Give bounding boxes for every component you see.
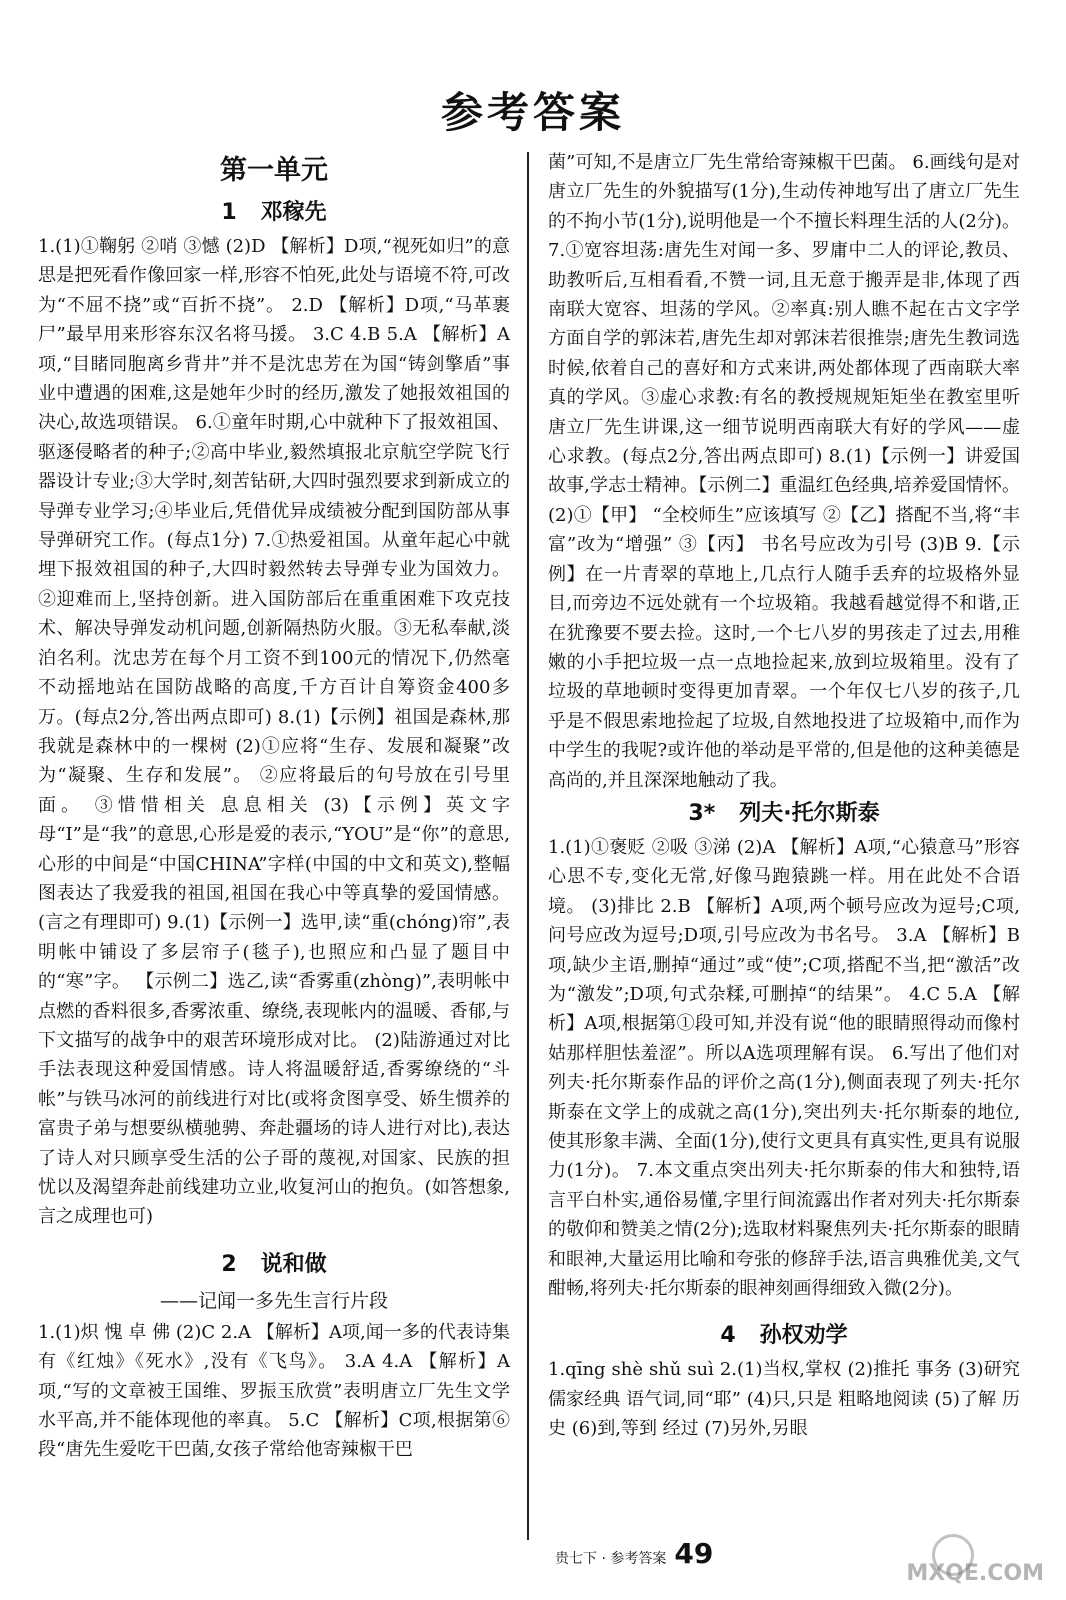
watermark-circle-icon [932, 1534, 974, 1576]
left-column [38, 148, 510, 1465]
lesson-4-answers: 1.qīng shè shǔ suì 2.(1)当权,掌权 (2)推托 事务 (3)研究儒家经典 语气词,同“耶” (4)只,只是 粗略地阅读 (5)了解 历史 (6)到,等到 经过 (7)另外,另眼 [548, 1359, 1020, 1440]
lesson-1-answers: 1.(1)①鞠躬 ②哨 ③憾 (2)D 【解析】D项,“视死如归”的意思是把死看作像回家一样,形容不怕死,此处与语境不符,可改为“不屈不挠”或“百折不挠”。 2.D 【解析】D项,“马革裹尸”最早用来形容东汉名将马援。 3.C 4.B 5.A 【解析】A项,“目睹同胞离乡背井”并不是沈忠芳在为国“铸剑擎盾”事业中遭遇的困难,这是她年少时的经历,激发了她报效祖国的决心,故选项错误。 6.①童年时期,心中就种下了报效祖国、驱逐侵略者的种子;②高中毕业,毅然填报北京航空学院飞行器设计专业;③大学时,刻苦钻研,大四时强烈要求到新成立的导弹专业学习;④毕业后,凭借优异成绩被分配到国防部从事导弹研究工作。(每点1分) 7.①热爱祖国。从童年起心中就埋下报效祖国的种子,大四时毅然转去导弹专业为国效力。②迎难而上,坚持创新。进入国防部后在重重困难下攻克技术、解决导弹发动机问题,创新隔热防火服。③无私奉献,淡泊名利。沈忠芳在每个月工资不到100元的情况下,仍然毫不动摇地站在国防战略的高度,千方百计自筹资金400多万。(每点2分,答出两点即可) 8.(1)【示例】祖国是森林,那我就是森林中的一棵树 (2)①应将“生存、发展和凝聚”改为“凝聚、生存和发展”。 ②应将最后的句号放在引号里面。 ③惜惜相关 息息相关 (3)【示例】英文字母“I”是“我”的意思,心形是爱的表示,“YOU”是“你”的意思,心形的中间是“中国CHINA”字样(中国的中文和英文),整幅图表达了我爱我的祖国,祖国在我心中等真挚的爱国情感。(言之有理即可) 9.(1)【示例一】选甲,读“重(chóng)帘”,表明帐中铺设了多层帘子(毯子),也照应和凸显了题目中的“寒”字。 【示例二】选乙,读“香雾重(zhòng)”,表明帐中点燃的香料很多,香雾浓重、缭绕,表现帐内的温暖、香郁,与下文描写的战争中的艰苦环境形成对比。 (2)陆游通过对比手法表现这种爱国情感。诗人将温暖舒适,香雾缭绕的“斗帐”与铁马冰河的前线进行对比(或将贪图享受、娇生惯养的富贵子弟与想要纵横驰骋、奔赴疆场的诗人进行对比),表达了诗人对只顾享受生活的公子哥的蔑视,对国家、民族的担忧以及渴望奔赴前线建功立业,收复河山的抱负。(如答想象,言之成理也可) [38, 236, 510, 1228]
lesson-3-heading [548, 795, 1020, 833]
lesson-1-heading [38, 194, 510, 232]
lesson-4-number: 4 [720, 1323, 736, 1349]
lesson-1-number: 1 [221, 200, 237, 225]
lesson-2-subtitle: ——记闻一多先生言行片段 [159, 1289, 388, 1312]
lesson-1-title: 邓稼先 [260, 200, 327, 225]
unit-title: 第一单元 [220, 155, 328, 186]
lesson-3-title: 列夫·托尔斯泰 [739, 800, 880, 826]
lesson-3-answers: 1.(1)①褒贬 ②吸 ③涕 (2)A 【解析】A项,“心猿意马”形容心思不专,变化无常,好像马跑猿跳一样。用在此处不合语境。 (3)排比 2.B 【解析】A项,两个顿号应改为逗号;C项,问号应改为逗号;D项,引号应改为书名号。 3.A 【解析】B项,缺少主语,删掉“通过”或“使”;C项,搭配不当,把“激活”改为“激发”;D项,句式杂糅,可删掉“的结果”。 4.C 5.A 【解析】A项,根据第①段可知,并没有说“他的眼睛照得动而像村姑那样胆怯羞涩”。所以A选项理解有误。 6.写出了他们对列夫·托尔斯泰作品的评价之高(1分),侧面表现了列夫·托尔斯泰在文学上的成就之高(1分),突出列夫·托尔斯泰的地位,使其形象丰满、全面(1分),使行文更具有真实性,更具有说服力(1分)。 7.本文重点突出列夫·托尔斯泰的伟大和独特,语言平白朴实,通俗易懂,字里行间流露出作者对列夫·托尔斯泰的敬仰和赞美之情(2分);选取材料聚焦列夫·托尔斯泰的眼睛和眼神,大量运用比喻和夸张的修辞手法,语言典雅优美,文气酣畅,将列夫·托尔斯泰的眼神刻画得细致入微(2分)。 [548, 836, 1020, 1300]
right-column [548, 148, 1020, 1444]
footer-book-label: 贵七下 · 参考答案 [555, 1551, 667, 1567]
page-title: 参考答案 [440, 88, 625, 137]
page-footer [555, 1537, 714, 1570]
lesson-2-heading [38, 1246, 510, 1284]
lesson-2-number: 2 [221, 1251, 237, 1277]
lesson-4-title: 孙权劝学 [759, 1323, 848, 1349]
page-number: 49 [674, 1537, 714, 1570]
lesson-2-answers-continued: 菌”可知,不是唐立厂先生常给寄辣椒干巴菌。 6.画线句是对唐立厂先生的外貌描写(1分),生动传神地写出了唐立厂先生的不拘小节(1分),说明他是一个不擅长料理生活的人(2分)。 7.①宽容坦荡:唐先生对闻一多、罗庸中二人的评论,教员、助教听后,互相看看,不赞一词,且无意于搬弄是非,体现了西南联大宽容、坦荡的学风。②率真:别人瞧不起在古文字学方面自学的郭沫若,唐先生却对郭沫若很推崇;唐先生教词选时候,依着自己的喜好和方式来讲,两处都体现了西南联大率真的学风。③虚心求教:有名的教授规规矩矩坐在教室里听唐立厂先生讲课,这一细节说明西南联大有好的学风——虚心求教。(每点2分,答出两点即可) 8.(1)【示例一】讲爱国故事,学志士精神。【示例二】重温红色经典,培养爱国情怀。 (2)①【甲】 “全校师生”应该填写 ②【乙】搭配不当,将“丰富”改为“增强” ③【丙】 书名号应改为引号 (3)B 9.【示例】在一片青翠的草地上,几点行人随手丢弃的垃圾格外显目,而旁边不远处就有一个垃圾箱。我越看越觉得不和谐,正在犹豫要不要去捡。这时,一个七八岁的男孩走了过去,用稚嫩的小手把垃圾一点一点地捡起来,放到垃圾箱里。没有了垃圾的草地顿时变得更加青翠。一个年仅七八岁的孩子,几乎是不假思索地捡起了垃圾,自然地投进了垃圾箱中,而作为中学生的我呢?或许他的举动是平常的,但是他的这种美德是高尚的,并且深深地触动了我。 [548, 152, 1020, 791]
column-divider [527, 152, 529, 1540]
lesson-2-title: 说和做 [260, 1251, 327, 1277]
lesson-3-number: 3* [688, 800, 716, 826]
lesson-2-answers: 1.(1)炽 愧 卓 佛 (2)C 2.A 【解析】A项,闻一多的代表诗集有《红烛》《死水》,没有《飞鸟》。 3.A 4.A 【解析】A项,“写的文章被王国维、罗振玉欣赏”表明唐立厂先生文学水平高,并不能体现他的率真。 5.C 【解析】C项,根据第⑥段“唐先生爱吃干巴菌,女孩子常给他寄辣椒干巴 [38, 1321, 510, 1461]
lesson-4-heading [548, 1317, 1020, 1355]
watermark-logo [894, 1534, 1044, 1586]
watermark-text: MXQE.COM [906, 1561, 1044, 1586]
